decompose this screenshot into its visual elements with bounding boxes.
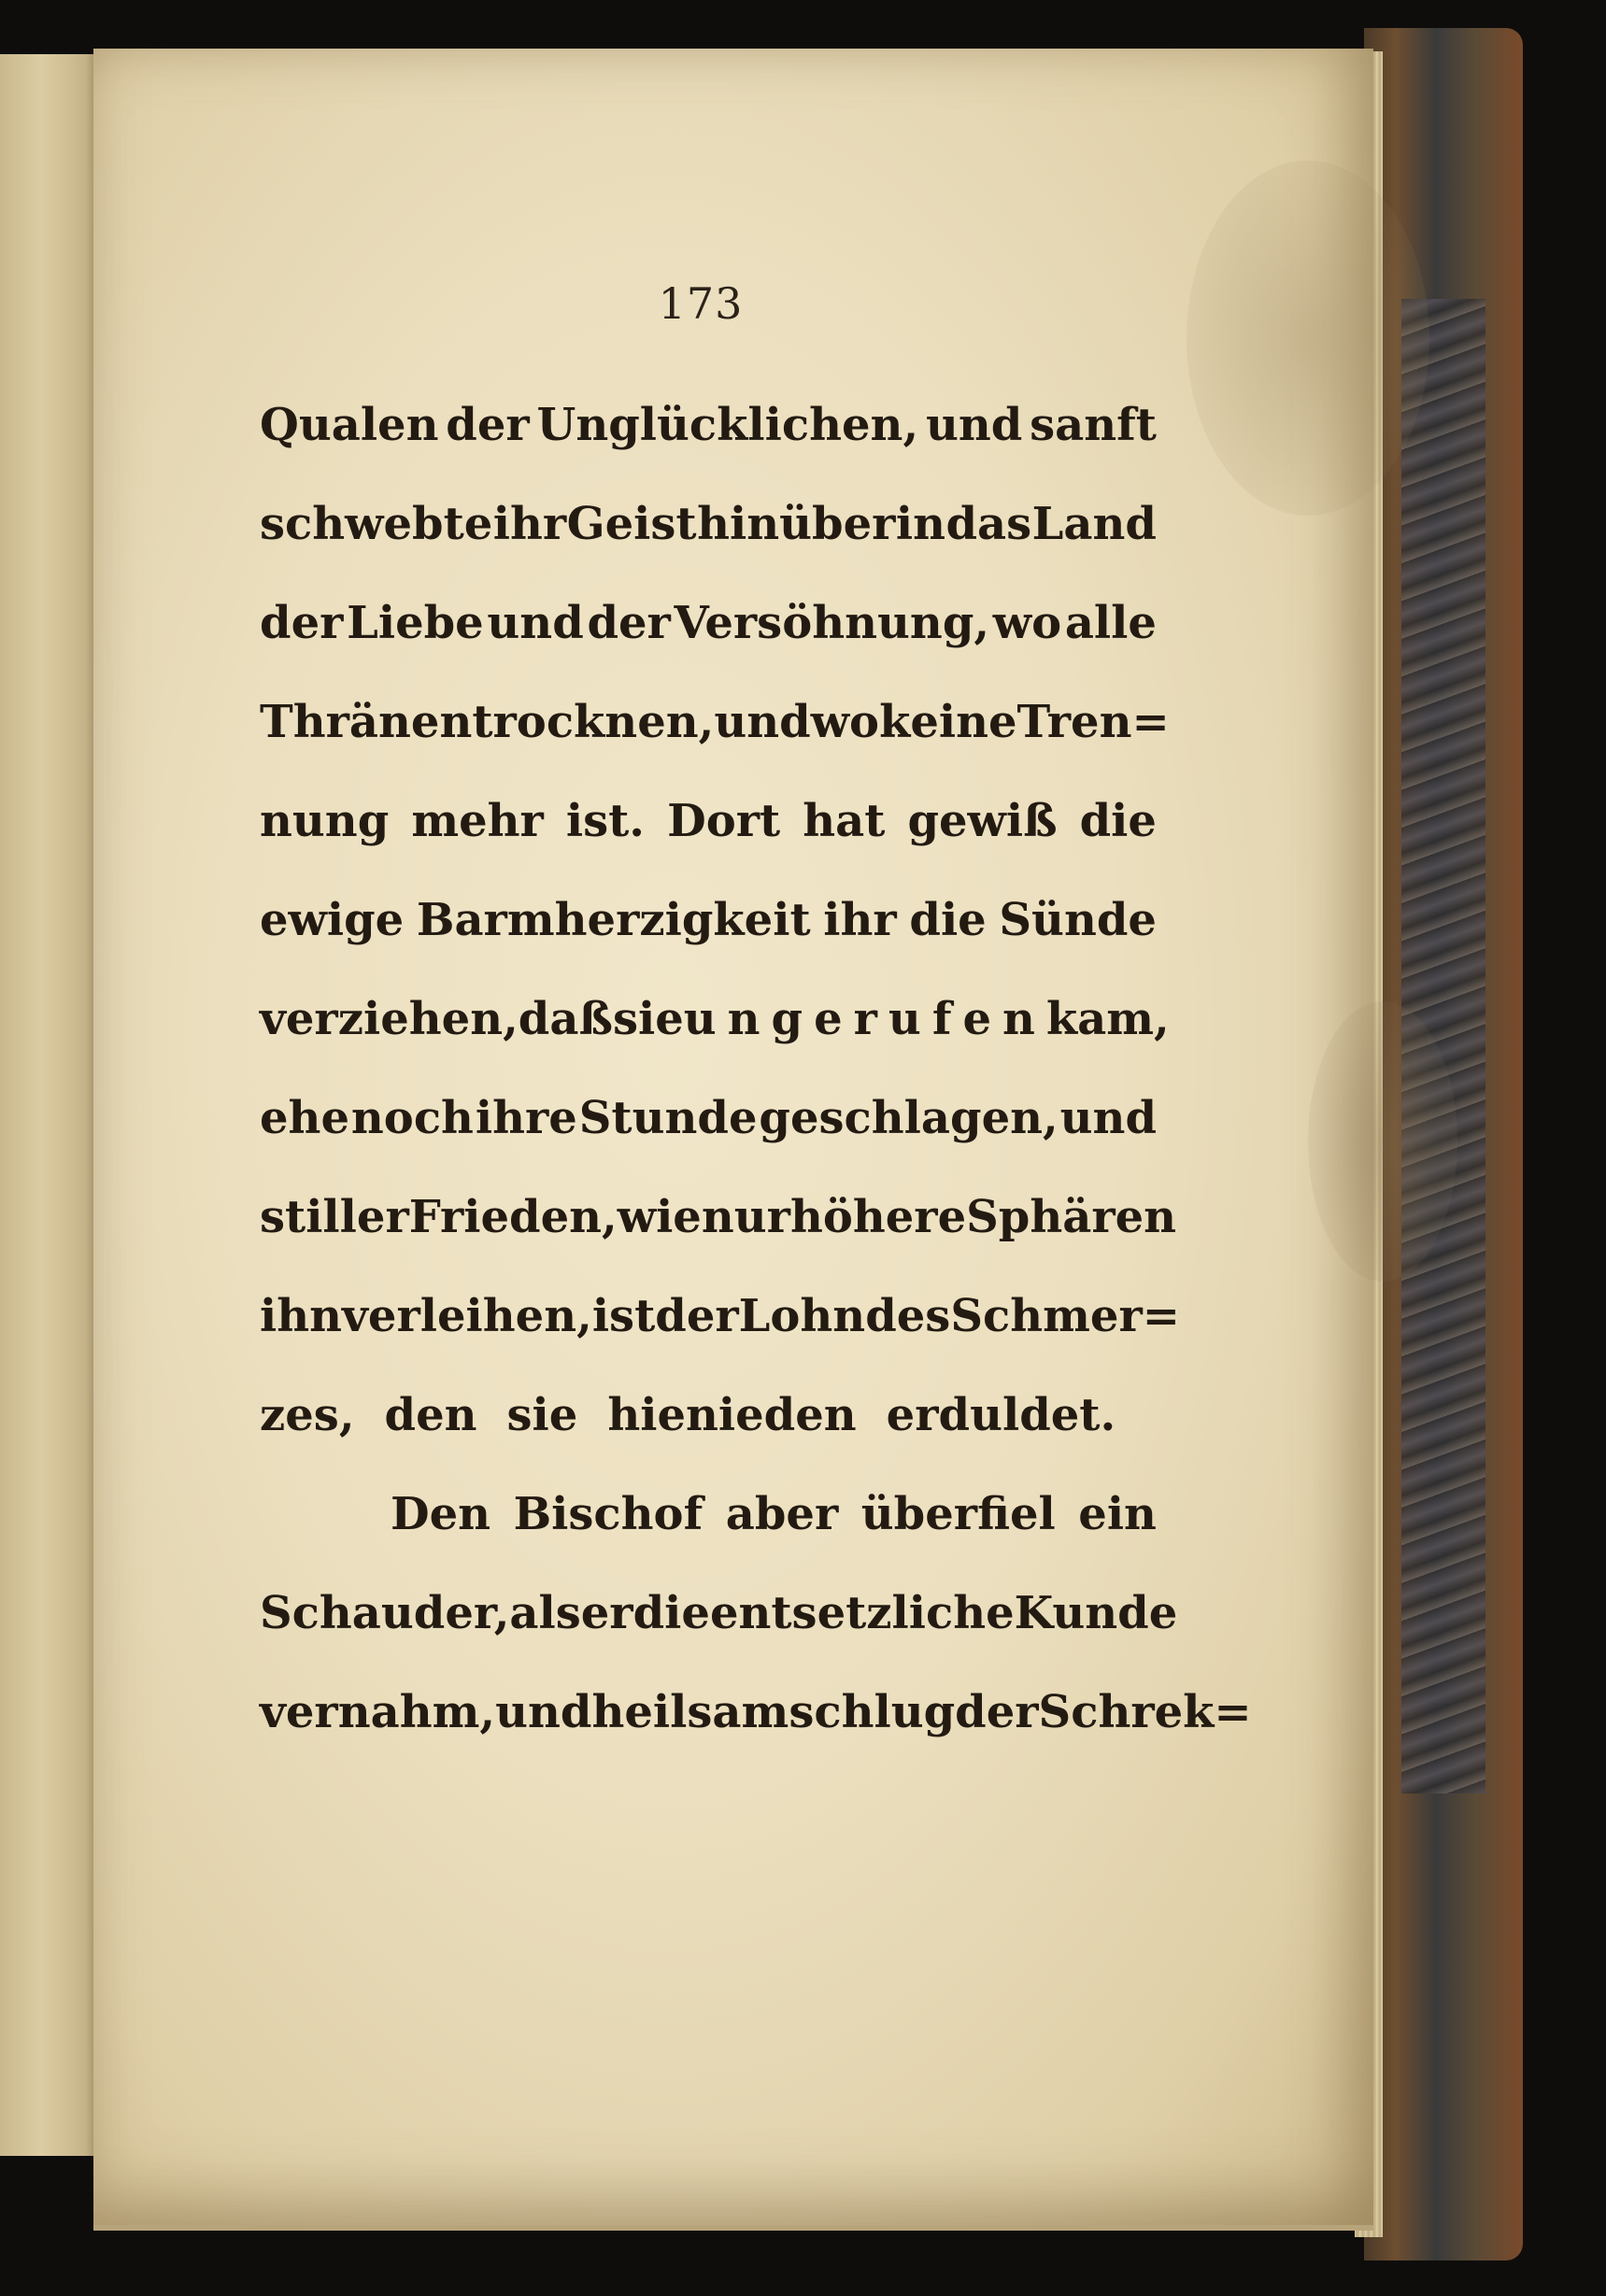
word: der	[655, 1290, 739, 1342]
word: Stunde	[578, 1092, 758, 1144]
word: schlug	[789, 1686, 956, 1738]
word: ihre	[475, 1092, 577, 1144]
word: verziehen,	[260, 993, 519, 1045]
word: erduldet.	[886, 1389, 1116, 1441]
word: wo	[810, 696, 880, 748]
word: Tren=	[1016, 696, 1170, 748]
word: das	[945, 498, 1032, 550]
word: hinüber	[697, 498, 896, 550]
word: und	[714, 696, 811, 748]
foxing-stain	[1308, 1001, 1457, 1282]
word: der	[260, 597, 344, 649]
word: Liebe	[347, 597, 484, 649]
text-line	[260, 1267, 1180, 1366]
word: heilsam	[591, 1686, 789, 1738]
text-line	[260, 1465, 1157, 1564]
text-line	[260, 1663, 1252, 1762]
word: sie	[506, 1389, 578, 1441]
text-line	[260, 871, 1157, 970]
word: wo	[992, 597, 1062, 649]
text-line	[260, 1366, 1157, 1465]
word: hat	[803, 795, 886, 847]
word: in	[895, 498, 946, 550]
word: Barmherzigkeit	[416, 894, 811, 946]
word: hienieden	[607, 1389, 857, 1441]
foxing-stain	[1187, 161, 1429, 516]
word: entsetzliche	[709, 1587, 1015, 1639]
word: alle	[1064, 597, 1157, 649]
word: und	[925, 399, 1023, 451]
word: als	[509, 1587, 581, 1639]
word: ist	[591, 1290, 656, 1342]
word: Schmer=	[950, 1290, 1180, 1342]
word: ehe	[260, 1092, 349, 1144]
word: der	[955, 1686, 1039, 1738]
word: Versöhnung,	[674, 597, 990, 649]
word: und	[495, 1686, 592, 1738]
word: schwebte	[260, 498, 493, 550]
word: ihr	[823, 894, 897, 946]
word: Bischof	[513, 1488, 704, 1540]
word: er	[580, 1587, 633, 1639]
word: Lohn	[738, 1290, 866, 1342]
word: höhere	[789, 1191, 967, 1243]
word: und	[1059, 1092, 1157, 1144]
word: zes,	[260, 1389, 355, 1441]
word: des	[865, 1290, 951, 1342]
text-line	[260, 574, 1157, 673]
word: Dort	[667, 795, 781, 847]
word: geschlagen,	[759, 1092, 1059, 1144]
word: den	[384, 1389, 477, 1441]
body-text	[260, 376, 1252, 1762]
emphasized-word: ungerufen	[683, 993, 1046, 1045]
page-number: 173	[658, 278, 744, 329]
text-line	[260, 1168, 1177, 1267]
word: noch	[350, 1092, 474, 1144]
word: nur	[701, 1191, 790, 1243]
word: überfiel	[860, 1488, 1056, 1540]
word: gewiß	[907, 795, 1058, 847]
word: kam,	[1045, 993, 1170, 1045]
word: vernahm,	[260, 1686, 496, 1738]
word: stiller	[260, 1191, 409, 1243]
word: Den	[391, 1488, 491, 1540]
word: sie	[612, 993, 684, 1045]
text-line	[260, 376, 1157, 475]
word: nung	[260, 795, 390, 847]
word: Geist	[566, 498, 697, 550]
word: die	[1079, 795, 1157, 847]
word: Land	[1031, 498, 1157, 550]
word: ein	[1078, 1488, 1157, 1540]
word: Sphären	[966, 1191, 1177, 1243]
word: ist.	[565, 795, 646, 847]
word: verleihen,	[342, 1290, 592, 1342]
text-line	[260, 673, 1170, 772]
word: trocknen,	[472, 696, 715, 748]
word: die	[909, 894, 987, 946]
word: keine	[879, 696, 1017, 748]
word: Schrek=	[1038, 1686, 1252, 1738]
word: Schauder,	[260, 1587, 510, 1639]
word: Qualen	[260, 399, 439, 451]
word: sanft	[1030, 399, 1157, 451]
word: ewige	[260, 894, 405, 946]
text-line	[260, 1564, 1178, 1663]
word: wie	[617, 1191, 702, 1243]
text-line	[260, 772, 1157, 871]
word: Sünde	[999, 894, 1157, 946]
word: Frieden,	[408, 1191, 618, 1243]
word: der	[587, 597, 671, 649]
word: aber	[725, 1488, 839, 1540]
word: die	[632, 1587, 710, 1639]
text-line	[260, 475, 1157, 574]
word: daß	[518, 993, 613, 1045]
word: ihn	[260, 1290, 343, 1342]
word: Kunde	[1014, 1587, 1178, 1639]
word: mehr	[411, 795, 544, 847]
text-line	[260, 1069, 1157, 1168]
text-line	[260, 970, 1170, 1069]
word: und	[487, 597, 584, 649]
word: ihr	[492, 498, 567, 550]
word: Thränen	[260, 696, 473, 748]
word: der	[446, 399, 530, 451]
word: Unglücklichen,	[536, 399, 919, 451]
